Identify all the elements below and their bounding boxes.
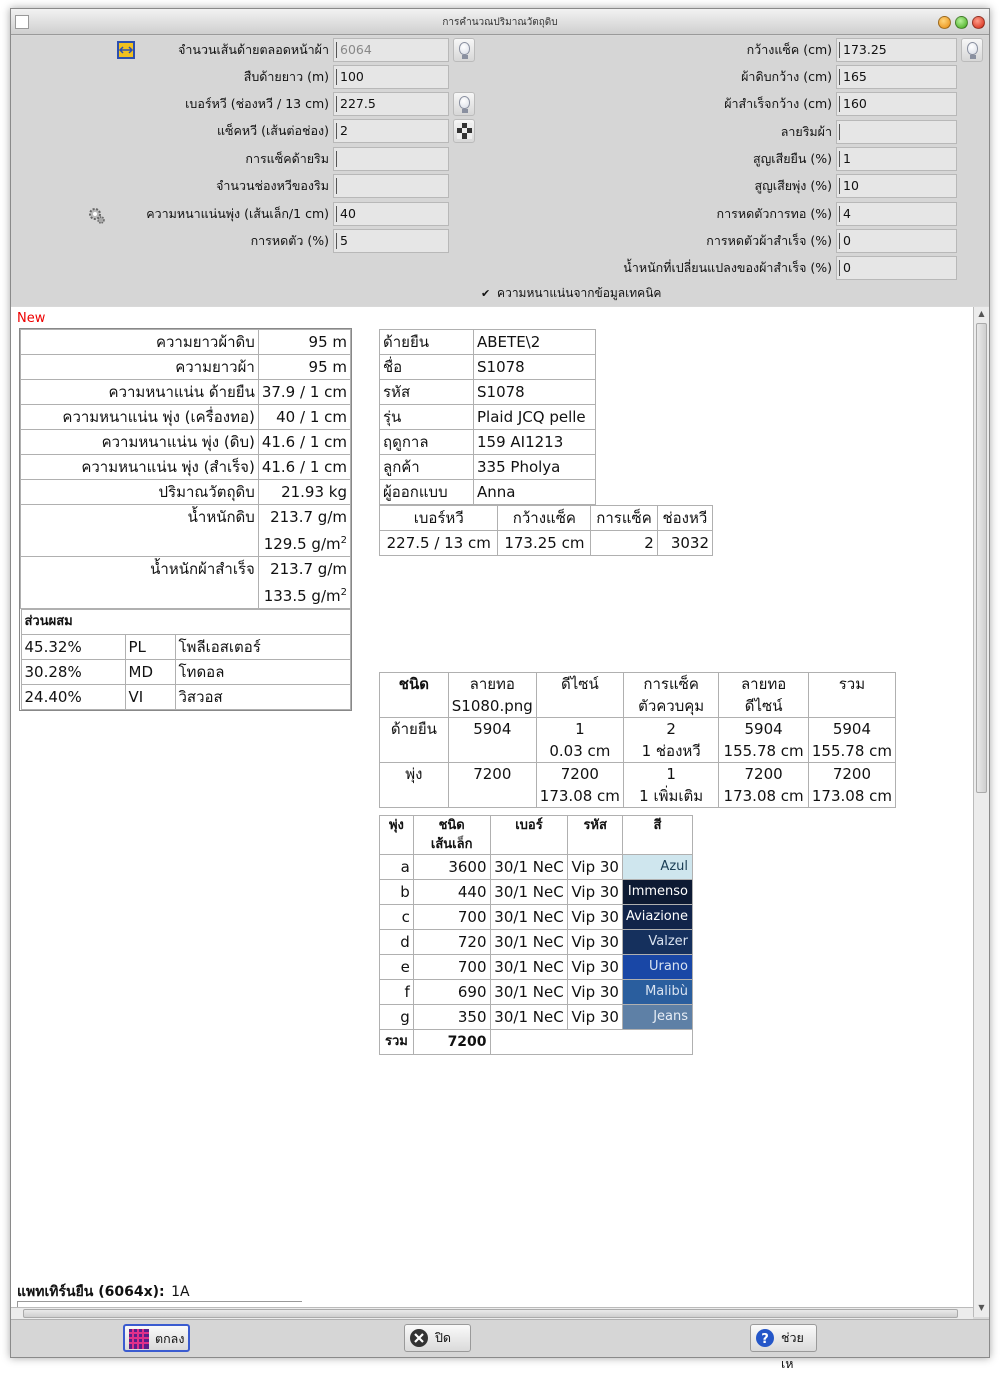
summary-label: ปริมาณวัตถุดิบ bbox=[21, 480, 259, 505]
label-weaving-shrink: การหดตัวการทอ (%) bbox=[716, 206, 832, 221]
types-cell bbox=[808, 763, 895, 808]
info-table bbox=[379, 329, 596, 505]
info-label: รหัส bbox=[380, 380, 474, 405]
info-row bbox=[380, 455, 596, 480]
yarns-header-line2 bbox=[494, 835, 565, 854]
types-cell-line2 bbox=[452, 785, 533, 807]
title-bar bbox=[11, 9, 989, 35]
composition-row bbox=[21, 660, 350, 685]
types-header-line2: ตัวควบคุม bbox=[638, 697, 705, 715]
info-label: ด้ายยืน bbox=[380, 330, 474, 355]
warp-pattern bbox=[17, 1281, 190, 1303]
selvage-pattern-input[interactable] bbox=[836, 120, 957, 144]
types-row-name: ด้ายยืน bbox=[380, 718, 449, 763]
yarns-total-value: 7200 bbox=[413, 1030, 490, 1055]
checker-icon bbox=[457, 123, 472, 139]
weight-area bbox=[262, 529, 347, 556]
yarn-id: g bbox=[380, 1005, 414, 1030]
types-header-line2: S1080.png bbox=[451, 697, 533, 715]
summary-label: ความยาวผ้า bbox=[21, 355, 259, 380]
yarns-header bbox=[490, 816, 568, 855]
types-header-line1: ดีไซน์ bbox=[560, 675, 599, 693]
info-body bbox=[380, 330, 596, 505]
label-weft-loss: สูญเสียพุ่ง (%) bbox=[754, 178, 832, 193]
warp-loss-input[interactable]: 1 bbox=[836, 147, 957, 171]
yarns-body bbox=[380, 816, 693, 1055]
types-cell-line2: 1 ช่องหวี bbox=[641, 742, 701, 760]
label-reed-dent: แซ็คหวี (เส้นต่อช่อง) bbox=[216, 123, 329, 138]
yarn-row bbox=[380, 905, 693, 930]
weight-area-value: 129.5 g/m bbox=[263, 535, 341, 553]
yarn-code: Vip 30 bbox=[568, 880, 623, 905]
minimize-button[interactable] bbox=[938, 16, 951, 29]
yarn-number: 30/1 NeC bbox=[490, 905, 568, 930]
summary-label: ความยาวผ้าดิบ bbox=[21, 330, 259, 355]
yarn-number: 30/1 NeC bbox=[490, 855, 568, 880]
warp-pattern-value: 1A bbox=[171, 1284, 190, 1300]
weight-row bbox=[21, 557, 351, 609]
summary-value: 40 / 1 cm bbox=[258, 405, 350, 430]
info-label: รุ่น bbox=[380, 405, 474, 430]
types-cell bbox=[536, 718, 623, 763]
yarn-color-swatch: Valzer bbox=[622, 930, 692, 955]
yarn-count: 440 bbox=[413, 880, 490, 905]
composition-code: MD bbox=[125, 660, 175, 685]
yarn-row bbox=[380, 980, 693, 1005]
weight-change-input[interactable]: 0 bbox=[836, 256, 957, 280]
weight-area-value: 133.5 g/m bbox=[263, 587, 341, 605]
yarns-header bbox=[380, 816, 414, 855]
sley-width-input[interactable]: 173.25 bbox=[836, 38, 957, 62]
composition-name: วิสวอส bbox=[175, 685, 350, 710]
composition-table bbox=[21, 609, 351, 710]
types-header bbox=[380, 673, 449, 718]
greige-width-input[interactable]: 165 bbox=[836, 65, 957, 89]
yarn-code: Vip 30 bbox=[568, 980, 623, 1005]
types-row bbox=[380, 763, 896, 808]
yarn-count: 350 bbox=[413, 1005, 490, 1030]
info-value: Plaid JCQ pelle bbox=[474, 405, 596, 430]
types-table bbox=[379, 672, 896, 808]
types-cell-line1: 7200 bbox=[832, 765, 872, 783]
yarns-header-line1: สี bbox=[653, 818, 662, 833]
close-window-button[interactable] bbox=[972, 16, 985, 29]
label-selvage-dents: จำนวนช่องหวีของริม bbox=[216, 178, 329, 193]
summary-row bbox=[21, 355, 351, 380]
types-cell-line1: 1 bbox=[666, 765, 676, 783]
yarn-code: Vip 30 bbox=[568, 1005, 623, 1030]
composition-pct: 45.32% bbox=[21, 635, 125, 660]
types-header bbox=[808, 673, 895, 718]
info-row bbox=[380, 355, 596, 380]
types-header-line2 bbox=[383, 695, 445, 717]
new-label: New bbox=[17, 311, 46, 326]
info-row bbox=[380, 480, 596, 505]
reed-h3: ช่องหวี bbox=[657, 506, 712, 531]
types-cell-line2: 173.08 cm bbox=[723, 787, 804, 805]
warp-length-input[interactable]: 100 bbox=[333, 65, 449, 89]
horizontal-scrollbar[interactable] bbox=[11, 1307, 973, 1319]
warp-count-input[interactable]: 6064 bbox=[333, 38, 449, 62]
info-value: 159 AI1213 bbox=[474, 430, 596, 455]
composition-pct: 30.28% bbox=[21, 660, 125, 685]
types-header-line1: ลายทอ bbox=[469, 675, 515, 693]
composition-code: VI bbox=[125, 685, 175, 710]
types-header bbox=[719, 673, 809, 718]
label-sley-width: กว้างแซ็ค (cm) bbox=[746, 42, 832, 57]
summary-row bbox=[21, 430, 351, 455]
types-header-row bbox=[380, 673, 896, 718]
yarn-code: Vip 30 bbox=[568, 905, 623, 930]
info-label: ชื่อ bbox=[380, 355, 474, 380]
yarns-header-line2: เส้นเล็ก bbox=[430, 837, 473, 852]
summary-table bbox=[20, 329, 351, 710]
help-icon bbox=[755, 1328, 775, 1348]
reed-v2: 2 bbox=[591, 531, 658, 556]
label-greige-width: ผ้าดิบกว้าง (cm) bbox=[741, 69, 832, 84]
info-value: S1078 bbox=[474, 355, 596, 380]
selvage-sley-input[interactable] bbox=[333, 147, 449, 171]
yarn-code: Vip 30 bbox=[568, 930, 623, 955]
types-cell bbox=[719, 763, 809, 808]
yarns-table bbox=[379, 815, 693, 1055]
yarn-number: 30/1 NeC bbox=[490, 930, 568, 955]
summary-value: 95 m bbox=[258, 355, 350, 380]
composition-spacer bbox=[21, 609, 351, 711]
summary-value: 41.6 / 1 cm bbox=[258, 455, 350, 480]
composition-row bbox=[21, 685, 350, 710]
summary-value: 37.9 / 1 cm bbox=[258, 380, 350, 405]
yarn-code: Vip 30 bbox=[568, 855, 623, 880]
label-reed-number: เบอร์หวี (ช่องหวี / 13 cm) bbox=[185, 96, 329, 111]
types-header bbox=[448, 673, 536, 718]
types-header-line2 bbox=[540, 695, 620, 717]
composition-row bbox=[21, 635, 350, 660]
reed-number-input[interactable]: 227.5 bbox=[333, 92, 449, 116]
scroll-down-arrow-icon[interactable]: ▼ bbox=[978, 1303, 985, 1312]
types-header-line2 bbox=[812, 695, 892, 717]
info-row bbox=[380, 380, 596, 405]
yarn-count: 720 bbox=[413, 930, 490, 955]
yarn-id: f bbox=[380, 980, 414, 1005]
ok-button-label: ตกลง bbox=[155, 1331, 185, 1346]
info-value: S1078 bbox=[474, 380, 596, 405]
types-cell bbox=[623, 718, 718, 763]
info-label: ลูกค้า bbox=[380, 455, 474, 480]
bulb-button-warp[interactable] bbox=[453, 38, 475, 62]
yarns-header-line1: เบอร์ bbox=[515, 818, 543, 833]
types-row bbox=[380, 718, 896, 763]
composition-code: PL bbox=[125, 635, 175, 660]
types-header-line2: ดีไซน์ bbox=[744, 697, 783, 715]
label-shrinkage: การหดตัว (%) bbox=[250, 233, 329, 248]
summary-value: 21.93 kg bbox=[258, 480, 350, 505]
weight-value bbox=[258, 505, 350, 557]
types-body bbox=[380, 673, 896, 808]
summary-row bbox=[21, 455, 351, 480]
reed-header-row bbox=[380, 506, 713, 531]
ok-button[interactable] bbox=[123, 1324, 190, 1352]
yarn-count: 690 bbox=[413, 980, 490, 1005]
types-header-line1: ลายทอ bbox=[740, 675, 787, 693]
summary-row bbox=[21, 480, 351, 505]
reed-dent-input[interactable]: 2 bbox=[333, 119, 449, 143]
yarn-id: e bbox=[380, 955, 414, 980]
yarn-count: 3600 bbox=[413, 855, 490, 880]
fabric-icon bbox=[129, 1329, 149, 1349]
yarns-header bbox=[568, 816, 623, 855]
checkbox-mark: ✔ bbox=[481, 287, 491, 300]
info-row bbox=[380, 405, 596, 430]
reed-table bbox=[379, 505, 713, 556]
types-cell-line1: 7200 bbox=[473, 765, 512, 783]
label-finished-width: ผ้าสำเร็จกว้าง (cm) bbox=[724, 96, 832, 111]
yarn-number: 30/1 NeC bbox=[490, 955, 568, 980]
yarn-id: a bbox=[380, 855, 414, 880]
reed-h1: กว้างแซ็ค bbox=[498, 506, 591, 531]
svg-text:?: ? bbox=[761, 1332, 769, 1347]
yarn-count: 700 bbox=[413, 905, 490, 930]
types-header-line1: การแซ็ค bbox=[643, 675, 699, 693]
yarns-header-line1: ชนิด bbox=[438, 818, 465, 833]
yarns-header bbox=[622, 816, 692, 855]
types-cell bbox=[536, 763, 623, 808]
help-button-label: ช่วยเห bbox=[781, 1330, 804, 1371]
types-cell bbox=[623, 763, 718, 808]
info-value: ABETE\2 bbox=[474, 330, 596, 355]
label-weight-change: น้ำหนักที่เปลี่ยนแปลงของผ้าสำเร็จ (%) bbox=[623, 260, 832, 275]
composition-title: ส่วนผสม bbox=[21, 610, 350, 635]
yarn-color-swatch: Jeans bbox=[622, 1005, 692, 1030]
label-warp-length: สืบด้ายยาว (m) bbox=[243, 69, 329, 84]
weight-row bbox=[21, 505, 351, 557]
vertical-scrollbar[interactable] bbox=[973, 307, 989, 1317]
yarn-color-swatch: Aviazione bbox=[622, 905, 692, 930]
composition-header bbox=[21, 610, 350, 635]
yarn-code: Vip 30 bbox=[568, 955, 623, 980]
label-warp-count: จำนวนเส้นด้ายตลอดหน้าผ้า bbox=[178, 42, 329, 57]
yarn-row bbox=[380, 930, 693, 955]
weight-area-sup: 2 bbox=[340, 587, 347, 598]
selvage-dents-input[interactable] bbox=[333, 174, 449, 198]
composition-name: โทดอล bbox=[175, 660, 350, 685]
yarn-color-swatch: Urano bbox=[622, 955, 692, 980]
yarns-total-empty bbox=[490, 1030, 692, 1055]
summary-value: 41.6 / 1 cm bbox=[258, 430, 350, 455]
label-weft-density: ความหนาแน่นพุ่ง (เส้นเล็ก/1 cm) bbox=[146, 206, 329, 221]
reed-v1: 173.25 cm bbox=[498, 531, 591, 556]
composition-pct: 24.40% bbox=[21, 685, 125, 710]
reed-v0: 227.5 / 13 cm bbox=[380, 531, 498, 556]
warp-pattern-label: แพทเทิร์นยืน (6064x): bbox=[17, 1284, 165, 1300]
yarn-id: b bbox=[380, 880, 414, 905]
info-row bbox=[380, 330, 596, 355]
yarn-number: 30/1 NeC bbox=[490, 980, 568, 1005]
weight-area-sup: 2 bbox=[340, 535, 347, 546]
types-row-name: พุ่ง bbox=[380, 763, 449, 808]
label-selvage-pattern: ลายริมผ้า bbox=[780, 124, 832, 139]
results-pane bbox=[11, 307, 973, 1307]
types-cell bbox=[808, 718, 895, 763]
yarn-color-swatch: Azul bbox=[622, 855, 692, 880]
types-cell-line1: 5904 bbox=[473, 720, 512, 738]
types-cell-line1: 1 bbox=[575, 720, 585, 738]
types-cell-line2: 173.08 cm bbox=[811, 787, 892, 805]
types-cell bbox=[448, 763, 536, 808]
summary-label: ความหนาแน่น พุ่ง (เครื่องทอ) bbox=[21, 405, 259, 430]
weight-linear: 213.7 g/m bbox=[270, 508, 347, 526]
weight-area bbox=[262, 581, 347, 608]
types-cell bbox=[448, 718, 536, 763]
yarns-header-line2 bbox=[571, 835, 619, 854]
summary-body bbox=[21, 330, 351, 711]
maximize-button[interactable] bbox=[955, 16, 968, 29]
help-button[interactable] bbox=[750, 1324, 817, 1371]
button-bar bbox=[11, 1319, 989, 1371]
types-header bbox=[536, 673, 623, 718]
yarns-header-line2 bbox=[383, 835, 410, 854]
types-cell-line2: 173.08 cm bbox=[539, 787, 620, 805]
yarn-count: 700 bbox=[413, 955, 490, 980]
finished-width-input[interactable]: 160 bbox=[836, 92, 957, 116]
types-header bbox=[623, 673, 718, 718]
weight-value bbox=[258, 557, 350, 609]
window-title: การคำนวณปริมาณวัตถุดิบ bbox=[442, 17, 558, 28]
finish-shrink-input[interactable]: 0 bbox=[836, 229, 957, 253]
types-cell-line2: 155.78 cm bbox=[723, 742, 804, 760]
yarn-color-swatch: Malibù bbox=[622, 980, 692, 1005]
info-label: ฤดูกาล bbox=[380, 430, 474, 455]
weight-label: น้ำหนักดิบ bbox=[21, 505, 259, 557]
types-cell-line2: 155.78 cm bbox=[811, 742, 892, 760]
horizontal-scroll-thumb[interactable] bbox=[23, 1309, 958, 1318]
types-cell-line1: 5904 bbox=[832, 720, 872, 738]
info-value: Anna bbox=[474, 480, 596, 505]
summary-value: 95 m bbox=[258, 330, 350, 355]
summary-label: ความหนาแน่น ด้ายยืน bbox=[21, 380, 259, 405]
types-header-line1: ชนิด bbox=[398, 675, 429, 693]
yarn-row bbox=[380, 1005, 693, 1030]
main-window bbox=[10, 8, 990, 1371]
yarns-header-line1: พุ่ง bbox=[388, 818, 404, 833]
summary-row bbox=[21, 380, 351, 405]
yarn-id: c bbox=[380, 905, 414, 930]
types-cell-line2 bbox=[452, 740, 533, 762]
reed-h2: การแซ็ค bbox=[591, 506, 658, 531]
yarns-header-line1: รหัส bbox=[583, 818, 607, 833]
yarn-row bbox=[380, 880, 693, 905]
yarns-total-row bbox=[380, 1030, 693, 1055]
yarn-row bbox=[380, 955, 693, 980]
types-header-line1: รวม bbox=[838, 675, 866, 693]
yarns-total-label: รวม bbox=[380, 1030, 414, 1055]
pattern-button[interactable] bbox=[453, 119, 475, 143]
shrinkage-input[interactable]: 5 bbox=[333, 229, 449, 253]
yarns-header bbox=[413, 816, 490, 855]
types-cell-line2: 0.03 cm bbox=[549, 742, 611, 760]
types-cell bbox=[719, 718, 809, 763]
yarn-number: 30/1 NeC bbox=[490, 880, 568, 905]
lightbulb-icon bbox=[459, 96, 470, 109]
tech-density-checkbox[interactable] bbox=[481, 283, 661, 303]
scroll-up-arrow-icon[interactable]: ▲ bbox=[978, 309, 985, 318]
yarns-header-row bbox=[380, 816, 693, 855]
weaving-shrink-input[interactable]: 4 bbox=[836, 202, 957, 226]
reed-h0: เบอร์หวี bbox=[380, 506, 498, 531]
yarn-color-swatch: Immenso bbox=[622, 880, 692, 905]
summary-row bbox=[21, 405, 351, 430]
info-label: ผู้ออกแบบ bbox=[380, 480, 474, 505]
label-warp-loss: สูญเสียยืน (%) bbox=[753, 151, 832, 166]
yarns-header-line2 bbox=[626, 835, 689, 854]
weight-label: น้ำหนักผ้าสำเร็จ bbox=[21, 557, 259, 609]
close-icon bbox=[409, 1328, 429, 1348]
types-cell-line1: 7200 bbox=[744, 765, 783, 783]
close-button[interactable] bbox=[404, 1324, 471, 1352]
types-cell-line1: 7200 bbox=[560, 765, 599, 783]
types-cell-line1: 5904 bbox=[744, 720, 783, 738]
label-finish-shrink: การหดตัวผ้าสำเร็จ (%) bbox=[706, 233, 832, 248]
weft-density-input[interactable]: 40 bbox=[333, 202, 449, 226]
label-selvage-sley: การแซ็คด้ายริม bbox=[245, 151, 329, 166]
reed-v3: 3032 bbox=[657, 531, 712, 556]
info-value: 335 Pholya bbox=[474, 455, 596, 480]
types-cell-line2: 1 เพิ่มเติม bbox=[639, 787, 704, 805]
lightbulb-icon bbox=[459, 42, 470, 55]
summary-label: ความหนาแน่น พุ่ง (ดิบ) bbox=[21, 430, 259, 455]
composition-cell bbox=[21, 609, 351, 711]
lightbulb-icon bbox=[967, 42, 978, 55]
bulb-button-width[interactable] bbox=[961, 38, 983, 62]
vertical-scroll-thumb[interactable] bbox=[976, 323, 987, 793]
reed-value-row bbox=[380, 531, 713, 556]
summary-label: ความหนาแน่น พุ่ง (สำเร็จ) bbox=[21, 455, 259, 480]
yarn-number: 30/1 NeC bbox=[490, 1005, 568, 1030]
close-button-label: ปิด bbox=[435, 1330, 452, 1345]
checkbox-label: ความหนาแน่นจากข้อมูลเทคนิค bbox=[497, 286, 662, 300]
types-cell-line1: 2 bbox=[666, 720, 676, 738]
yarn-id: d bbox=[380, 930, 414, 955]
parameters-form bbox=[11, 36, 989, 306]
summary-row bbox=[21, 330, 351, 355]
bulb-button-reed[interactable] bbox=[453, 92, 475, 116]
info-row bbox=[380, 430, 596, 455]
composition-name: โพลีเอสเตอร์ bbox=[175, 635, 350, 660]
weft-loss-input[interactable]: 10 bbox=[836, 174, 957, 198]
weight-linear: 213.7 g/m bbox=[270, 560, 347, 578]
yarn-row bbox=[380, 855, 693, 880]
